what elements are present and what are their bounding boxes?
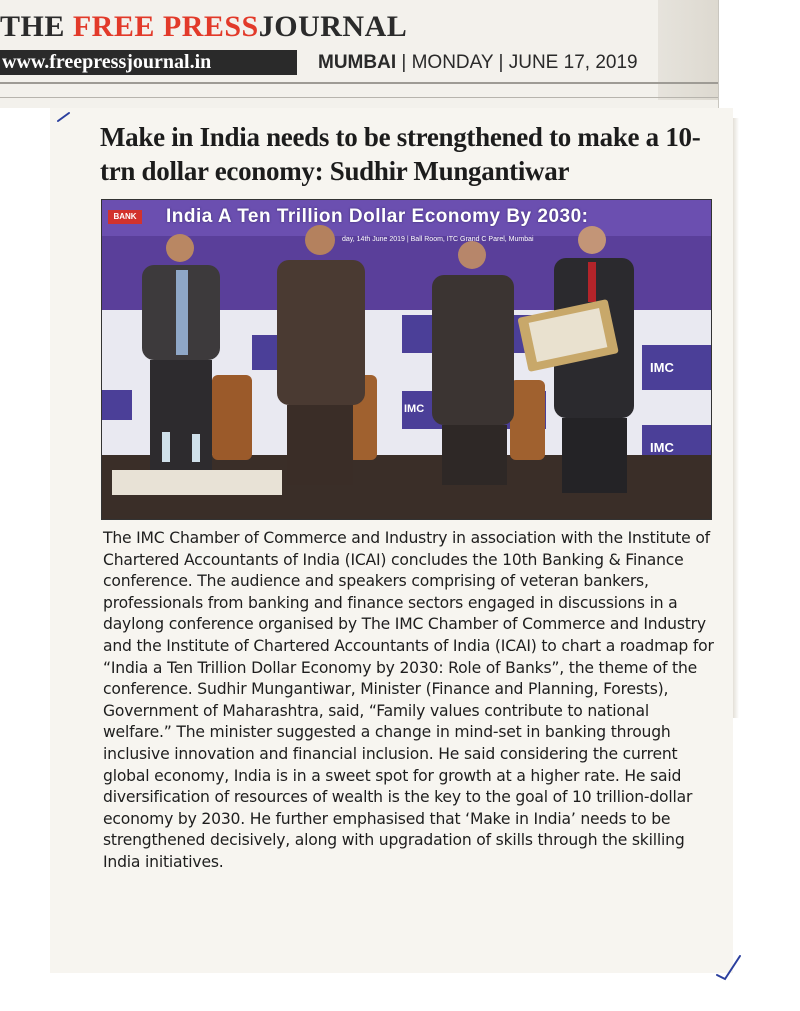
svg-text:IMC: IMC [404, 403, 425, 415]
brand-word-journal: JOURNAL [258, 10, 408, 43]
dateline-date: | MONDAY | JUNE 17, 2019 [396, 52, 638, 73]
svg-text:IMC: IMC [650, 360, 674, 375]
pen-tick-icon [714, 953, 744, 983]
page-edge-shadow [733, 118, 739, 718]
event-photo [101, 199, 712, 520]
dateline [318, 51, 638, 75]
newspaper-brand [0, 12, 407, 42]
svg-text:IMC: IMC [650, 440, 674, 455]
banner-title: India A Ten Trillion Dollar Economy By 2030: [166, 206, 589, 227]
table [112, 470, 282, 495]
person-center-right [432, 241, 514, 485]
bottle [192, 434, 200, 462]
chair [212, 375, 252, 460]
brand-word-free-press: FREE PRESS [72, 10, 259, 43]
website-url: www.freepressjournal.in [0, 50, 297, 75]
person-left [142, 234, 220, 470]
adjacent-column-bleed [658, 0, 718, 100]
chair [510, 380, 545, 460]
article-headline: Make in India needs to be strengthened to make a 10-trn dollar economy: Sudhir Mungantiwar [100, 122, 701, 186]
masthead-rule [0, 82, 718, 84]
person-center-left [277, 225, 365, 485]
brand-word-the: THE [0, 10, 73, 43]
bank-logo: BANK [108, 210, 142, 224]
banner-subtitle: day, 14th June 2019 | Ball Room, ITC Grand C Parel, Mumbai [342, 236, 534, 243]
masthead [0, 0, 719, 108]
pen-mark-icon [56, 110, 72, 124]
bottle [162, 432, 170, 462]
dateline-city: MUMBAI [318, 52, 397, 73]
article-body: The IMC Chamber of Commerce and Industry in association with the Institute of Chartered Accountants of India (ICAI) concludes the 10th Banking & Finance conference. The audience and speakers comprising of veteran bankers, professionals from banking and finance sectors engaged in discussions in a daylong conference organised by The IMC Chamber of Commerce and Industry and the Institute of Chartered Accountants of India (ICAI) to chart a roadmap for “India a Ten Trillion Dollar Economy by 2030: Role of Banks”, the theme of the conference. Sudhir Mungantiwar, Minister (Finance and Planning, Forests), Government of Maharashtra, said, “Family values contribute to national welfare.” The minister suggested a change in mind-set in banking through inclusive innovation and financial inclusion. He said considering the current global economy, India is in a sweet spot for growth at a higher rate. He said diversification of resources of wealth is the key to the goal of 10 trillion-dollar economy by 2030. He further emphasised that ‘Make in India’ needs to be strengthened decisively, along with upgradation of skills through the skilling India initiatives. [103, 529, 714, 871]
masthead-rule-lower [0, 97, 718, 98]
event-photo-illustration [102, 200, 711, 519]
